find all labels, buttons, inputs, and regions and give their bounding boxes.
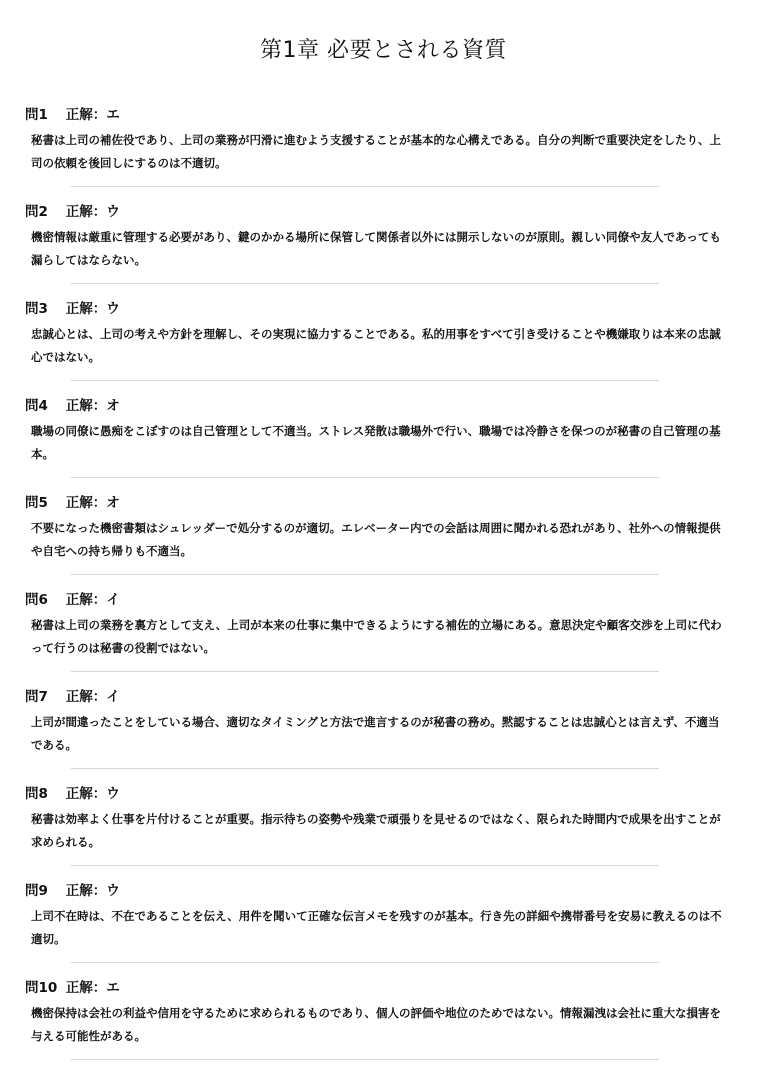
question-item-4 [25,397,727,478]
answer-explanation: 秘書は効率よく仕事を片付けることが重要。指示待ちの姿勢や残業で頑張りを見せるのではなく、限られた時間内で成果を出すことが求められる。 [31,812,721,849]
question-heading [25,591,727,609]
question-item-10 [25,979,727,1060]
question-heading [25,979,727,997]
answer-explanation: 機密情報は厳重に管理する必要があり、鍵のかかる場所に保管して関係者以外には開示しないのが原則。親しい同僚や友人であっても漏らしてはならない。 [31,230,721,267]
question-heading [25,882,727,900]
question-number: 問7 [25,689,48,705]
answer-explanation: 上司不在時は、不在であることを伝え、用件を聞いて正確な伝言メモを残すのが基本。行き先の詳細や携帯番号を安易に教えるのは不適切。 [31,909,722,946]
question-item-9 [25,882,727,963]
question-item-8 [25,785,727,866]
question-heading [25,494,727,512]
question-item-7 [25,688,727,769]
question-number: 問10 [25,980,58,996]
question-heading [25,688,727,706]
correct-answer: 正解：ウ [65,204,120,220]
question-item-2 [25,203,727,284]
divider [71,865,659,866]
question-number: 問1 [25,107,48,123]
answer-explanation: 秘書は上司の補佐役であり、上司の業務が円滑に進むよう支援することが基本的な心構えである。自分の判断で重要決定をしたり、上司の依頼を後回しにするのは不適切。 [31,133,721,170]
divider [71,380,659,381]
divider [71,186,659,187]
question-heading [25,300,727,318]
question-number: 問6 [25,592,48,608]
answer-explanation: 不要になった機密書類はシュレッダーで処分するのが適切。エレベーター内での会話は周囲に聞かれる恐れがあり、社外への情報提供や自宅への持ち帰りも不適当。 [31,521,721,558]
answer-explanation: 機密保持は会社の利益や信用を守るために求められるものであり、個人の評価や地位のためではない。情報漏洩は会社に重大な損害を与える可能性がある。 [31,1006,721,1043]
question-number: 問2 [25,204,48,220]
divider [71,574,659,575]
correct-answer: 正解：エ [65,980,120,996]
answer-explanation: 忠誠心とは、上司の考えや方針を理解し、その実現に協力することである。私的用事をすべて引き受けることや機嫌取りは本来の忠誠心ではない。 [31,327,721,364]
divider [71,768,659,769]
question-item-5 [25,494,727,575]
question-heading [25,785,727,803]
correct-answer: 正解：イ [65,592,120,608]
question-list [25,106,727,1060]
question-number: 問3 [25,301,48,317]
question-item-6 [25,591,727,672]
correct-answer: 正解：オ [65,495,120,511]
answer-explanation: 職場の同僚に愚痴をこぼすのは自己管理として不適当。ストレス発散は職場外で行い、職場では冷静さを保つのが秘書の自己管理の基本。 [31,424,721,461]
correct-answer: 正解：エ [65,107,120,123]
correct-answer: 正解：イ [65,689,120,705]
question-number: 問5 [25,495,48,511]
question-heading [25,397,727,415]
question-number: 問8 [25,786,48,802]
answer-explanation: 秘書は上司の業務を裏方として支え、上司が本来の仕事に集中できるようにする補佐的立場にある。意思決定や顧客交渉を上司に代わって行うのは秘書の役割ではない。 [31,618,722,655]
divider [71,1059,659,1060]
divider [71,477,659,478]
question-number: 問9 [25,883,48,899]
answer-explanation: 上司が間違ったことをしている場合、適切なタイミングと方法で進言するのが秘書の務め。黙認することは忠誠心とは言えず、不適当である。 [31,715,720,752]
correct-answer: 正解：ウ [65,883,120,899]
question-item-3 [25,300,727,381]
divider [71,671,659,672]
question-heading [25,203,727,221]
correct-answer: 正解：ウ [65,301,120,317]
divider [71,962,659,963]
correct-answer: 正解：ウ [65,786,120,802]
question-item-1 [25,106,727,187]
divider [71,283,659,284]
correct-answer: 正解：オ [65,398,120,414]
question-number: 問4 [25,398,48,414]
question-heading [25,106,727,124]
chapter-title: 第1章 必要とされる資質 [260,38,507,63]
